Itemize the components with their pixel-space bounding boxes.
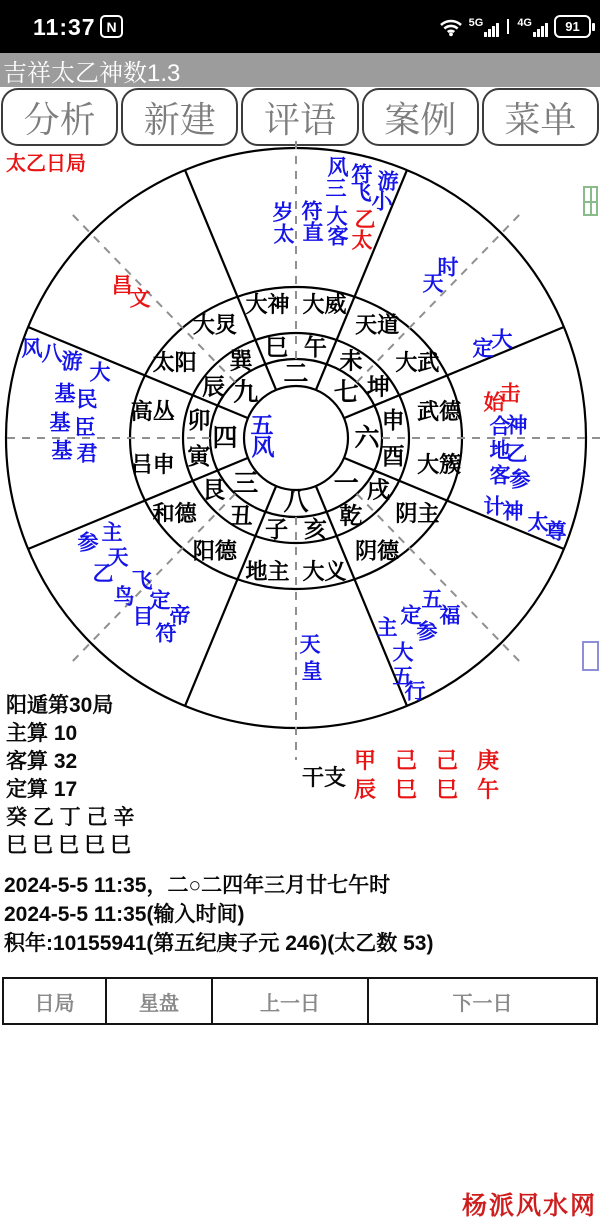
- star-char-计神: 神: [502, 500, 524, 524]
- star-char-飞符: 符: [351, 163, 373, 187]
- branches-line: 巳巳巳巳巳: [6, 834, 136, 857]
- input-time: 2024-5-5 11:35(输入时间): [4, 903, 245, 926]
- watermark: 杨派风水网: [461, 1191, 597, 1220]
- signal-divider: [507, 19, 509, 34]
- palace-number: 三: [233, 469, 259, 498]
- star-char-合神: 合: [489, 415, 511, 439]
- star-char-大客: 大: [326, 205, 348, 229]
- branch-char: 巳: [395, 777, 418, 802]
- star-char-天皇: 天: [299, 633, 321, 657]
- god-label: 武德: [417, 398, 462, 424]
- branch-label: 卯: [187, 406, 211, 433]
- star-char-直符: 符: [301, 200, 323, 224]
- god-label: 大簇: [417, 452, 462, 478]
- star-char-天时: 时: [437, 256, 459, 280]
- god-label: 天道: [355, 312, 400, 338]
- palace-number: 二: [283, 360, 309, 388]
- star-char-主大五行: 主: [376, 616, 398, 640]
- palace-number: 四: [212, 424, 238, 452]
- nav-button-case[interactable]: 案例: [362, 88, 479, 146]
- god-label: 高丛: [130, 398, 175, 424]
- stem-char: 己: [395, 748, 418, 773]
- palace-number: 九: [233, 378, 259, 407]
- star-char-帝符: 帝: [169, 604, 191, 628]
- chart-dashed-line: [357, 494, 524, 666]
- nav-button-menu[interactable]: 菜单: [482, 88, 599, 146]
- battery-level: 91: [554, 15, 591, 38]
- button-prev-day[interactable]: 上一日: [211, 979, 367, 1023]
- star-char-计神: 计: [483, 495, 505, 519]
- branch-label: 巽: [229, 347, 253, 374]
- star-char-地乙: 乙: [506, 442, 528, 466]
- star-char-臣基: 基: [49, 411, 71, 435]
- star-char-主参: 参: [77, 531, 99, 555]
- calc-info: [6, 692, 136, 860]
- grid-window-icon[interactable]: [583, 186, 598, 216]
- god-label: 大神: [245, 292, 290, 318]
- star-char-客参: 参: [509, 468, 531, 492]
- branch-label: 艮: [202, 476, 226, 503]
- star-char-帝符: 符: [155, 622, 177, 646]
- chart-dashed-line: [354, 208, 524, 382]
- battery-icon: [554, 15, 595, 38]
- star-char-文昌: 昌: [111, 274, 133, 298]
- star-char-大游: 大: [89, 361, 111, 385]
- star-char-主大五行: 五: [392, 665, 414, 689]
- nav-button-comment[interactable]: 评语: [241, 88, 358, 146]
- star-char-天乙: 乙: [92, 562, 114, 586]
- star-char-三风: 三: [325, 177, 347, 201]
- wifi-icon: [439, 17, 463, 37]
- branch-label: 未: [339, 347, 363, 374]
- stem-char: 己: [436, 748, 459, 773]
- zhu-suan: 主算 10: [6, 722, 78, 745]
- stem-char: 庚: [477, 748, 500, 773]
- branch-label: 申: [381, 406, 405, 433]
- ke-suan: 客算 32: [6, 750, 78, 773]
- star-char-主大五行: 大: [392, 641, 414, 665]
- star-char-定参: 定: [400, 604, 422, 628]
- god-label: 阴德: [355, 538, 400, 564]
- star-char-太尊: 尊: [545, 520, 567, 544]
- star-char-始击: 始: [483, 391, 505, 415]
- star-char-大定: 定: [472, 337, 494, 361]
- branch-label: 乾: [339, 502, 363, 529]
- branch-label: 亥: [303, 516, 327, 543]
- star-char-天乙: 天: [107, 546, 129, 570]
- star-char-主大五行: 行: [404, 680, 426, 704]
- star-char-大定: 大: [491, 328, 513, 352]
- stem-char: 甲: [354, 748, 377, 773]
- status-bar: [0, 0, 600, 53]
- palace-number: 一: [333, 469, 359, 498]
- god-label: 阴主: [395, 501, 440, 527]
- star-char-小游: 小: [371, 190, 393, 214]
- bottom-toolbar: [2, 977, 598, 1025]
- branch-label: 寅: [187, 443, 211, 470]
- star-char-民基: 民: [76, 388, 98, 412]
- app-title: 吉祥太乙神数1.3: [3, 59, 181, 87]
- signal-4g-label: 4G: [517, 16, 532, 29]
- ju-line: 阳遁第30局: [6, 694, 114, 717]
- star-char-定目: 目: [132, 605, 154, 629]
- star-char-太乙: 太: [351, 229, 373, 253]
- center-label: 五: [250, 412, 274, 438]
- god-label: 大武: [395, 349, 440, 375]
- branch-label: 坤: [366, 373, 390, 400]
- star-char-定目: 定: [149, 589, 171, 613]
- center-label: 风: [251, 434, 275, 460]
- star-char-小游: 游: [377, 170, 399, 194]
- star-char-始击: 击: [499, 382, 521, 406]
- star-char-三风: 风: [327, 156, 349, 180]
- branch-char: 辰: [354, 777, 377, 802]
- side-box-icon[interactable]: [582, 641, 599, 671]
- star-char-大客: 客: [327, 225, 349, 249]
- branch-label: 子: [265, 516, 289, 543]
- star-char-天皇: 皇: [301, 660, 323, 684]
- branch-label: 午: [303, 333, 327, 360]
- nav-button-new[interactable]: 新建: [121, 88, 238, 146]
- button-day-chart[interactable]: 日局: [34, 992, 75, 1015]
- battery-nub: [592, 23, 595, 31]
- god-label: 大炅: [192, 312, 237, 338]
- star-char-地乙: 地: [489, 439, 511, 463]
- branch-label: 戌: [366, 476, 390, 503]
- branch-label: 辰: [202, 373, 226, 400]
- date-info: [4, 871, 433, 958]
- signal-bars-icon: [533, 23, 548, 37]
- god-label: 和德: [152, 501, 197, 527]
- nfc-icon: N: [100, 15, 123, 38]
- star-char-太尊: 太: [527, 511, 549, 535]
- star-char-文昌: 文: [129, 287, 151, 311]
- star-char-八风: 八: [41, 342, 63, 366]
- star-char-八风: 风: [21, 337, 43, 361]
- star-char-君基: 基: [51, 439, 73, 463]
- god-label: 太阳: [152, 349, 197, 375]
- branch-char: 巳: [436, 777, 459, 802]
- god-label: 吕申: [130, 452, 175, 478]
- signal-sim2: [517, 17, 548, 37]
- status-icons: [439, 0, 595, 53]
- branch-label: 丑: [229, 502, 253, 529]
- button-next-day[interactable]: 下一日: [367, 979, 596, 1023]
- star-char-君基: 君: [76, 442, 98, 466]
- branch-label: 巳: [265, 333, 289, 360]
- nav-button-analyze[interactable]: 分析: [1, 88, 118, 146]
- star-char-飞鸟: 鸟: [113, 585, 135, 609]
- star-char-飞鸟: 飞: [131, 569, 153, 593]
- palace-number: 八: [283, 488, 309, 516]
- god-label: 阳德: [192, 538, 237, 564]
- star-char-太岁: 岁: [272, 201, 294, 225]
- branch-char: 午: [477, 777, 500, 802]
- signal-5g-label: 5G: [468, 16, 484, 29]
- top-nav: [0, 88, 600, 146]
- chart-mode-label: 太乙日局: [6, 153, 86, 175]
- star-char-飞符: 飞: [350, 181, 372, 205]
- ganzhi-label: 干支: [302, 765, 347, 790]
- star-char-主参: 主: [101, 521, 123, 545]
- jinian-line: 积年:10155941(第五纪庚子元 246)(太乙数 53): [4, 932, 434, 955]
- taiyi-chart: [0, 140, 600, 760]
- ganzhi-branches-row: [354, 773, 499, 804]
- star-char-合神: 神: [506, 414, 528, 438]
- star-char-臣基: 臣: [74, 416, 96, 440]
- button-star-chart[interactable]: 星盘: [105, 979, 211, 1023]
- stems-line: 癸 乙 丁 己 辛: [6, 806, 135, 829]
- palace-number: 六: [354, 424, 380, 452]
- star-char-五福: 福: [439, 604, 461, 628]
- star-char-太岁: 太: [273, 223, 295, 247]
- clock: 11:37: [33, 14, 96, 40]
- branch-label: 酉: [381, 443, 405, 470]
- star-char-大游: 游: [61, 350, 83, 374]
- star-char-天时: 天: [422, 272, 444, 296]
- signal-sim1: [469, 17, 500, 37]
- app-title-bar: [0, 53, 600, 87]
- god-label: 地主: [245, 558, 290, 584]
- ding-suan: 定算 17: [6, 778, 78, 801]
- star-char-客参: 客: [489, 464, 511, 488]
- palace-number: 七: [333, 378, 359, 407]
- star-char-直符: 直: [302, 221, 324, 245]
- star-char-太乙: 乙: [354, 208, 376, 232]
- star-char-五福: 五: [421, 588, 443, 612]
- ganzhi-stems-row: [354, 744, 499, 775]
- star-char-定参: 参: [416, 620, 438, 644]
- god-label: 大威: [302, 292, 347, 318]
- signal-bars-icon: [484, 23, 499, 37]
- god-label: 大义: [302, 558, 347, 584]
- solar-lunar-date: 2024-5-5 11:35，二○二四年三月廿七午时: [4, 874, 391, 897]
- star-char-民基: 基: [54, 382, 76, 406]
